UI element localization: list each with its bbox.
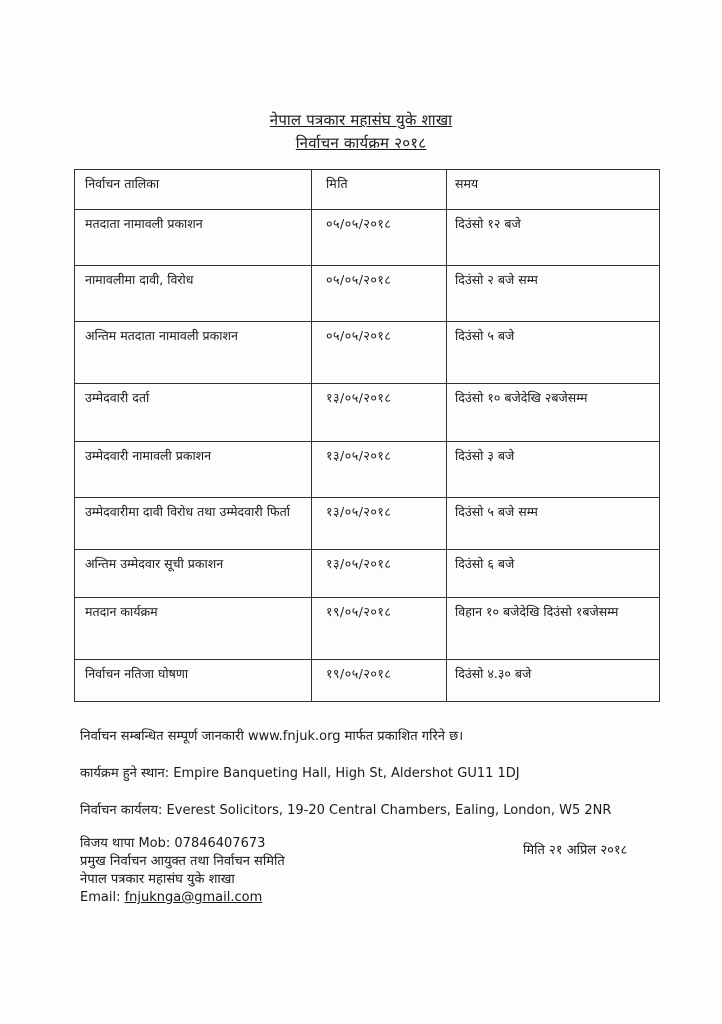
election-schedule-table [74, 169, 660, 702]
email-link[interactable]: fnjuknga@gmail.com [124, 890, 263, 905]
date-cell: १९/०५/२०१८ [312, 598, 447, 660]
table-row [75, 384, 660, 442]
event-cell: उम्मेदवारी नामावली प्रकाशन [75, 442, 312, 498]
event-cell: अन्तिम मतदाता नामावली प्रकाशन [75, 322, 312, 384]
signatory-organization: नेपाल पत्रकार महासंघ युके शाखा [80, 872, 235, 887]
signatory-block [80, 835, 285, 907]
time-cell: दिउंसो ३ बजे [447, 442, 660, 498]
column-header-date: मिति [312, 170, 447, 210]
column-header-schedule: निर्वाचन तालिका [75, 170, 312, 210]
time-cell: दिउंसो ५ बजे सम्म [447, 498, 660, 550]
time-cell: दिउंसो ५ बजे [447, 322, 660, 384]
event-cell: मतदान कार्यक्रम [75, 598, 312, 660]
date-cell: १३/०५/२०१८ [312, 498, 447, 550]
venue-line: कार्यक्रम हुने स्थान: Empire Banqueting Hall, High St, Aldershot GU11 1DJ [80, 766, 520, 781]
event-cell: मतदाता नामावली प्रकाशन [75, 210, 312, 266]
event-cell: उम्मेदवारी दर्ता [75, 384, 312, 442]
email-line [80, 889, 285, 907]
election-office-line: निर्वाचन कार्यलय: Everest Solicitors, 19-20 Central Chambers, Ealing, London, W5 2NR [80, 803, 612, 818]
table-row [75, 660, 660, 702]
table-row [75, 442, 660, 498]
date-cell: १३/०५/२०१८ [312, 384, 447, 442]
date-cell: ०५/०५/२०१८ [312, 210, 447, 266]
time-cell: दिउंसो ६ बजे [447, 550, 660, 598]
table-row [75, 322, 660, 384]
signatory-role: प्रमुख निर्वाचन आयुक्त तथा निर्वाचन समिति [80, 854, 285, 869]
document-title: नेपाल पत्रकार महासंघ युके शाखा [269, 111, 453, 129]
table-row [75, 598, 660, 660]
website-info-line: निर्वाचन सम्बन्धित सम्पूर्ण जानकारी www.fnjuk.org मार्फत प्रकाशित गरिने छ। [80, 729, 464, 744]
table-row [75, 266, 660, 322]
event-cell: अन्तिम उम्मेदवार सूची प्रकाशन [75, 550, 312, 598]
document-date: मिति २१ अप्रिल २०१८ [523, 843, 628, 858]
signatory-name: विजय थापा Mob: 07846407673 [80, 836, 266, 851]
table-row [75, 210, 660, 266]
time-cell: दिउंसो ४.३० बजे [447, 660, 660, 702]
time-cell: दिउंसो १० बजेदेखि २बजेसम्म [447, 384, 660, 442]
time-cell: दिउंसो १२ बजे [447, 210, 660, 266]
email-label: Email: [80, 890, 125, 905]
table-row [75, 550, 660, 598]
time-cell: विहान १० बजेदेखि दिउंसो १बजेसम्म [447, 598, 660, 660]
date-cell: ०५/०५/२०१८ [312, 322, 447, 384]
date-cell: १३/०५/२०१८ [312, 550, 447, 598]
document-subtitle: निर्वाचन कार्यक्रम २०१८ [295, 134, 427, 152]
column-header-time: समय [447, 170, 660, 210]
event-cell: निर्वाचन नतिजा घोषणा [75, 660, 312, 702]
time-cell: दिउंसो २ बजे सम्म [447, 266, 660, 322]
table-row [75, 498, 660, 550]
table-header-row [75, 170, 660, 210]
date-cell: १९/०५/२०१८ [312, 660, 447, 702]
date-cell: ०५/०५/२०१८ [312, 266, 447, 322]
event-cell: नामावलीमा दावी, विरोध [75, 266, 312, 322]
date-cell: १३/०५/२०१८ [312, 442, 447, 498]
event-cell: उम्मेदवारीमा दावी विरोध तथा उम्मेदवारी फिर्ता [75, 498, 312, 550]
